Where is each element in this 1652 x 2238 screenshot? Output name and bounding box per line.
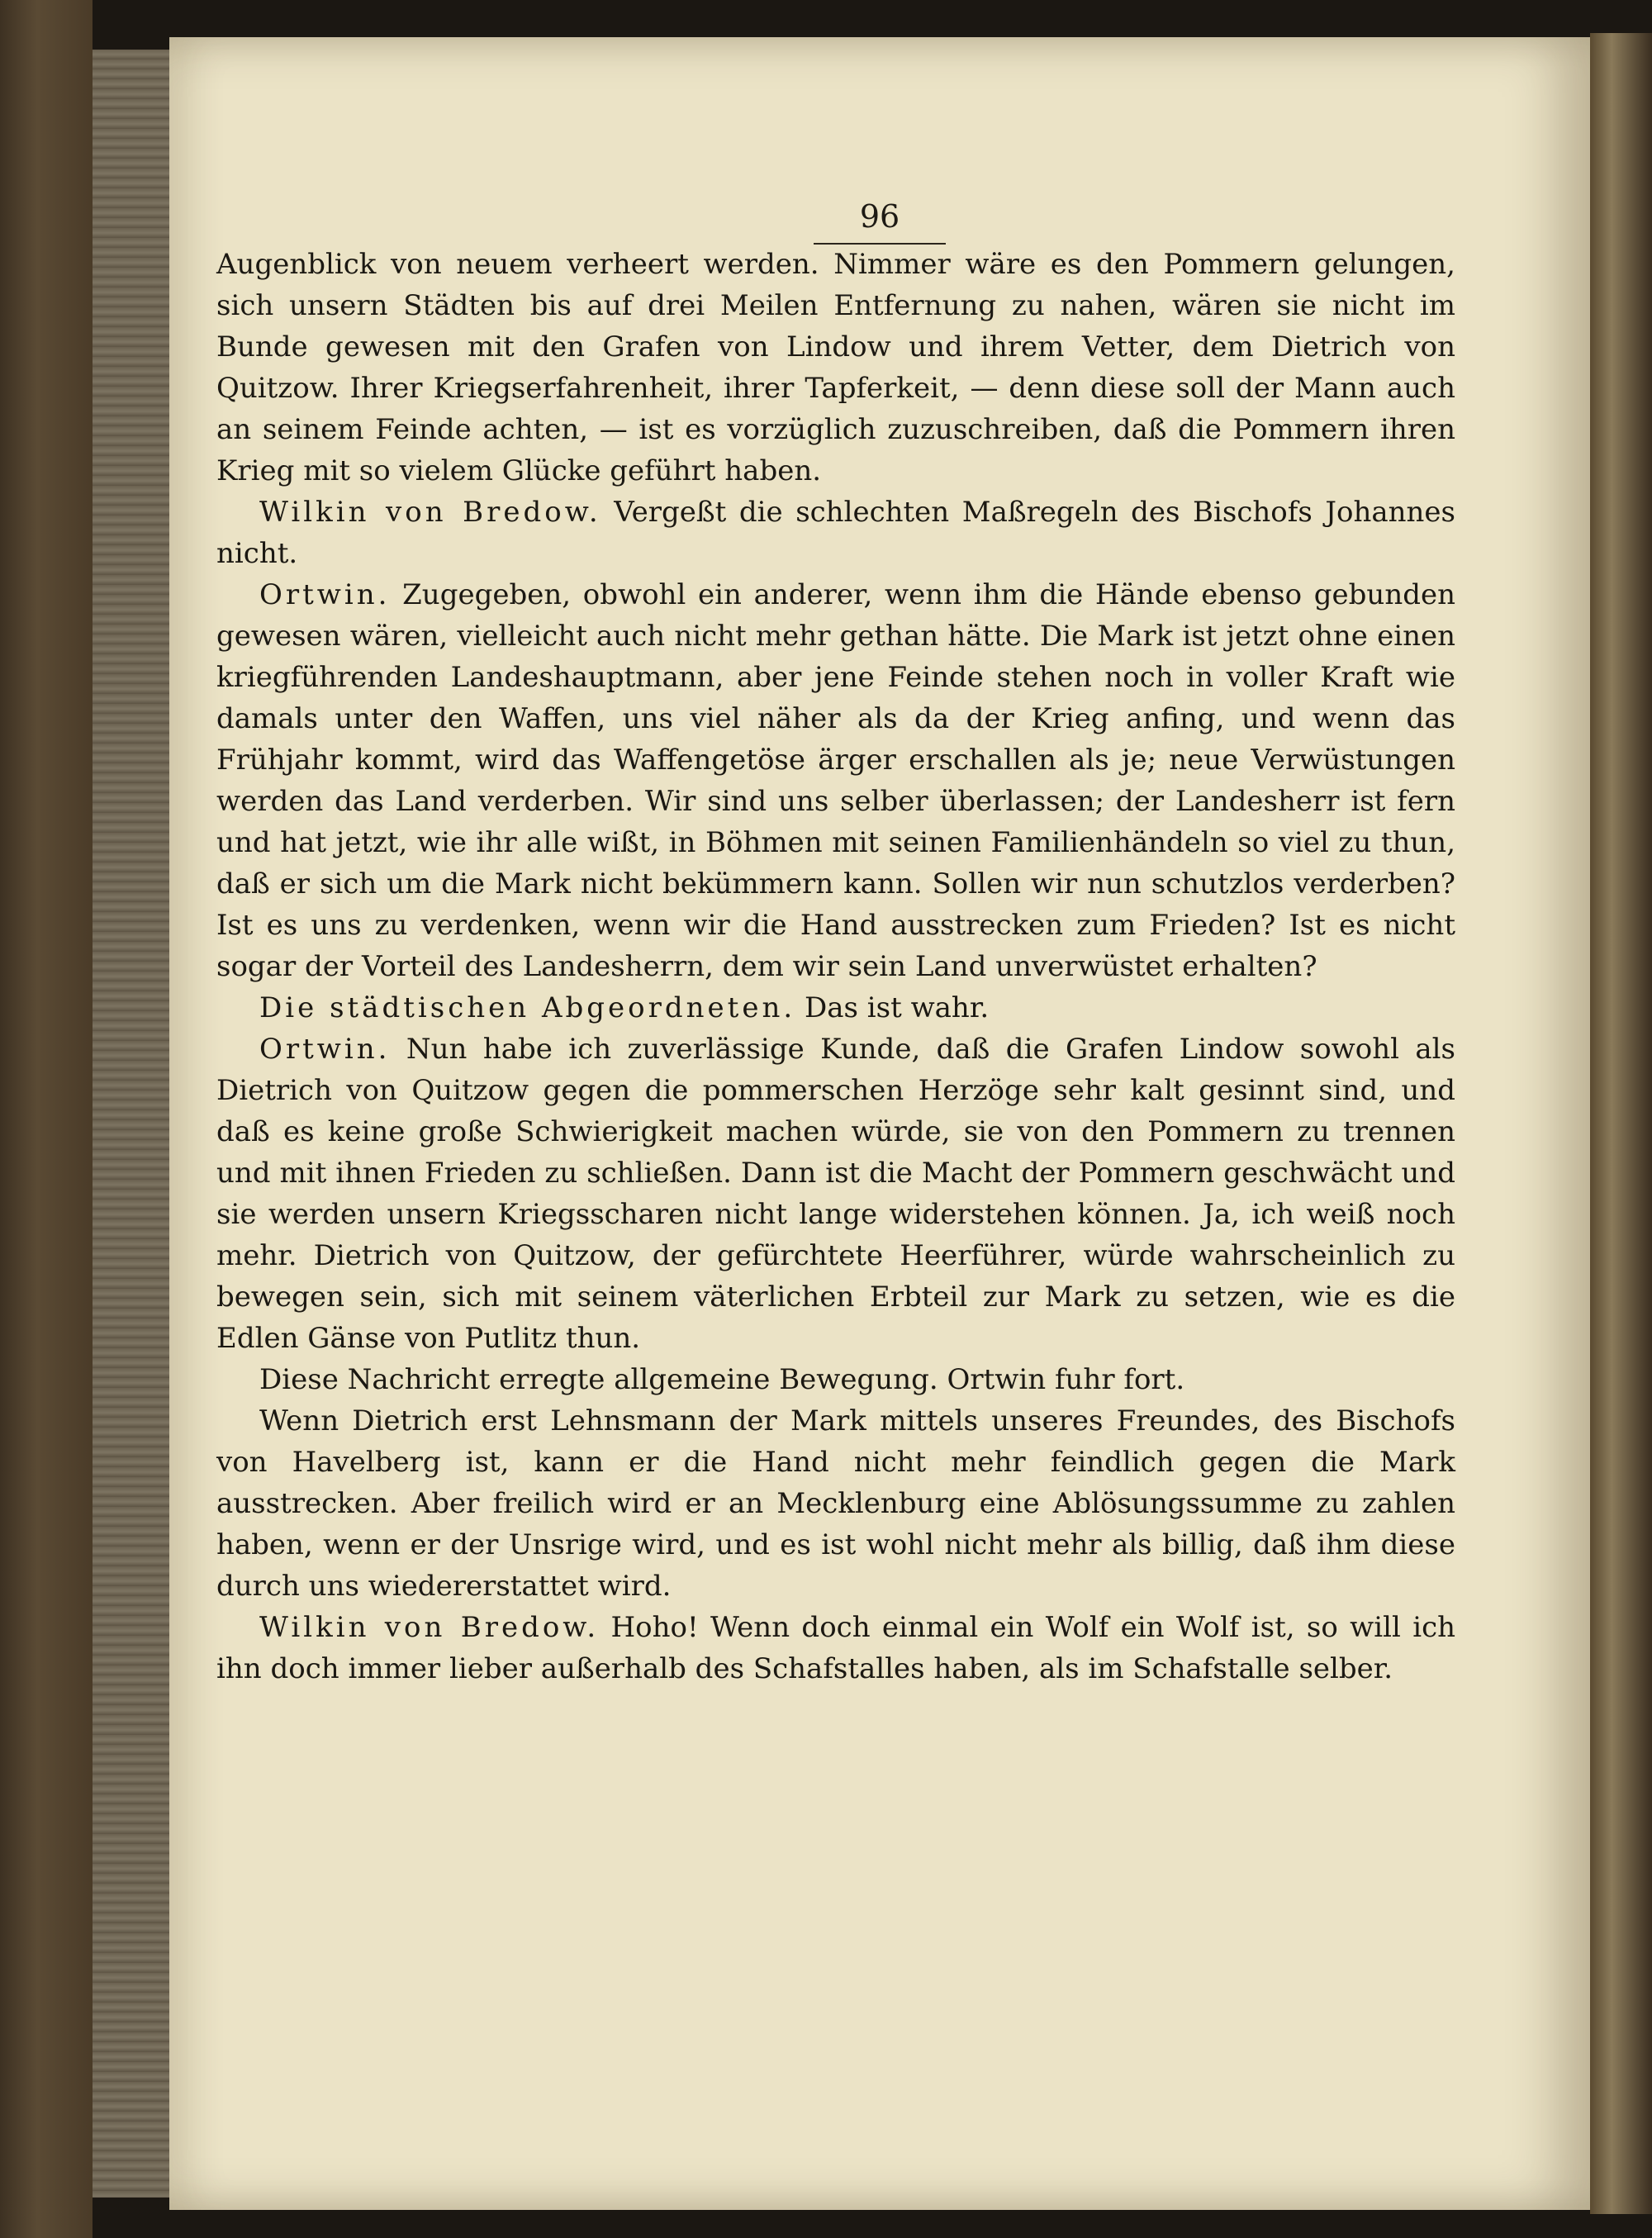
paragraph-2: [216, 492, 1455, 574]
paragraph-7: [216, 1400, 1455, 1607]
paragraph-text: Wenn Dietrich erst Lehnsmann der Mark mittels unseres Freundes, des Bischofs von Havelberg ist, kann er die Hand nicht mehr feindlich gegen die Mark ausstrecken. Aber freilich wird er an Mecklenburg eine Ablösungssumme zu zahlen haben, wenn er der Unsrige wird, und es ist wohl nicht mehr als billig, daß ihm diese durch uns wiedererstattet wird.: [216, 1404, 1455, 1603]
paragraph-text: Nun habe ich zuverlässige Kunde, daß die Grafen Lindow sowohl als Dietrich von Quitzow gegen die pommerschen Herzöge sehr kalt gesinnt sind, und daß es keine große Schwierigkeit machen würde, sie von den Pommern zu trennen und mit ihnen Frieden zu schließen. Dann ist die Macht der Pommern geschwächt und sie werden unsern Kriegsscharen nicht lange widerstehen können. Ja, ich weiß noch mehr. Dietrich von Quitzow, der gefürchtete Heerführer, würde wahrscheinlich zu bewegen sein, sich mit seinem väterlichen Erbteil zur Mark zu setzen, wie es die Edlen Gänse von Putlitz thun.: [216, 1033, 1455, 1355]
paragraph-text: Augenblick von neuem verheert werden. Nimmer wäre es den Pommern gelungen, sich unsern Städten bis auf drei Meilen Entfernung zu nahen, wären sie nicht im Bunde gewesen mit den Grafen von Lindow und ihrem Vetter, dem Dietrich von Quitzow. Ihrer Kriegserfahrenheit, ihrer Tapferkeit, — denn diese soll der Mann auch an seinem Feinde achten, — ist es vorzüglich zuzuschreiben, daß die Pommern ihren Krieg mit so vielem Glücke geführt haben.: [216, 248, 1455, 487]
paragraph-8: [216, 1607, 1455, 1689]
speaker-name: Wilkin von Bredow.: [259, 496, 601, 529]
page-header: [169, 198, 1590, 245]
paragraph-1: [216, 244, 1455, 492]
paragraph-5: [216, 1029, 1455, 1359]
speaker-name: Wilkin von Bredow.: [259, 1611, 600, 1644]
paragraph-text: Zugegeben, obwohl ein anderer, wenn ihm die Hände ebenso gebunden gewesen wären, vielleicht auch nicht mehr gethan hätte. Die Mark ist jetzt ohne einen kriegführenden Landeshauptmann, aber jene Feinde stehen noch in voller Kraft wie damals unter den Waffen, uns viel näher als da der Krieg anfing, und wenn das Frühjahr kommt, wird das Waffengetöse ärger erschallen als je; neue Verwüstungen werden das Land verderben. Wir sind uns selber überlassen; der Landesherr ist fern und hat jetzt, wie ihr alle wißt, in Böhmen mit seinen Familienhändeln so viel zu thun, daß er sich um die Mark nicht bekümmern kann. Sollen wir nun schutzlos verderben? Ist es uns zu verdenken, wenn wir die Hand ausstrecken zum Frieden? Ist es nicht sogar der Vorteil des Landesherrn, dem wir sein Land unverwüstet erhalten?: [216, 578, 1455, 983]
paragraph-3: [216, 574, 1455, 987]
paragraph-6: [216, 1359, 1455, 1400]
speaker-name: Ortwin.: [259, 578, 391, 611]
paragraph-text: Das ist wahr.: [804, 991, 990, 1024]
paragraph-text: Diese Nachricht erregte allgemeine Bewegung. Ortwin fuhr fort.: [259, 1363, 1185, 1396]
page-number: 96: [859, 198, 900, 235]
book-cover-edge: [0, 0, 93, 2238]
paragraph-text: Hoho! Wenn doch einmal ein Wolf ein Wolf ist, so will ich ihn doch immer lieber außerhalb des Schafstalles haben, als im Schafstalle selber.: [216, 1611, 1456, 1685]
paragraph-text: Vergeßt die schlechten Maßregeln des Bischofs Johannes nicht.: [216, 496, 1456, 570]
speaker-name: Die städtischen Abgeordneten.: [259, 991, 796, 1024]
speaker-name: Ortwin.: [259, 1033, 391, 1066]
right-page-edge: [1590, 33, 1652, 2214]
paragraph-4: [216, 987, 1455, 1029]
page-block-edge: [93, 50, 175, 2198]
body-text: [216, 244, 1455, 1689]
